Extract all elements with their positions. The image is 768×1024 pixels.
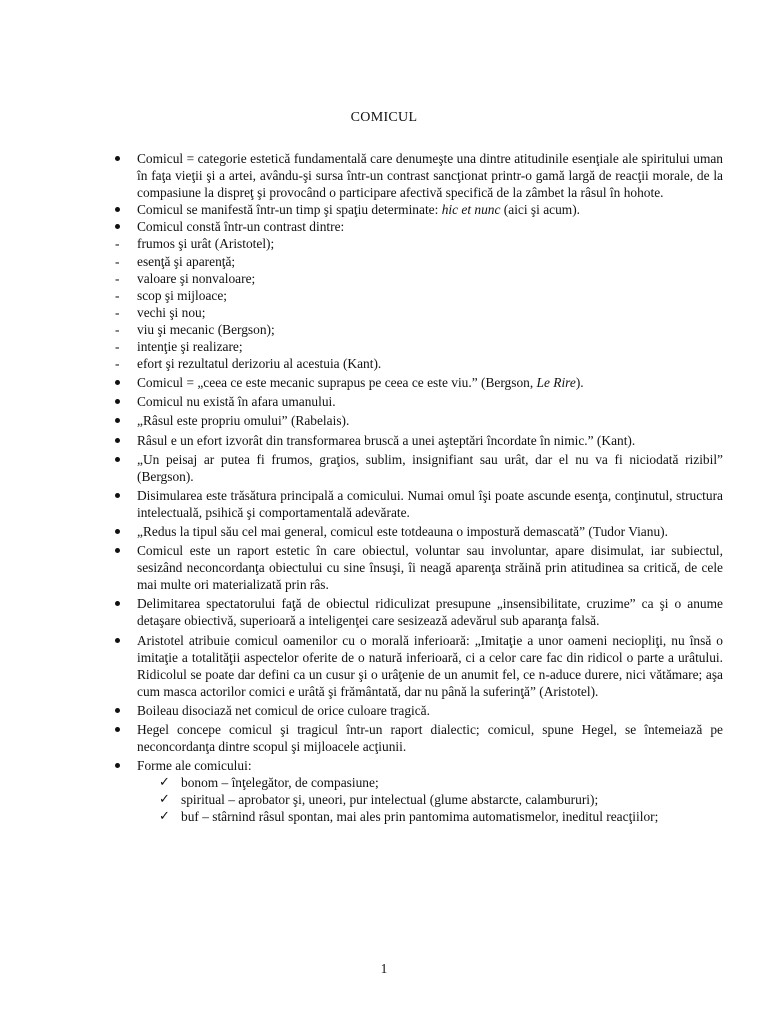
bullet-text: Disimularea este trăsătura principală a comicului. Numai omul îşi poate ascunde esenţa, conţinutul, structura intelectuală, psihică şi comportamentală adevărate. — [137, 487, 723, 520]
dash-text: esenţă şi aparenţă; — [137, 253, 236, 269]
dash-text: frumos şi urât (Aristotel); — [137, 236, 275, 252]
document-body — [113, 150, 723, 826]
italic-phrase: hic et nunc — [441, 202, 501, 218]
dash-item — [113, 270, 723, 287]
bullet-text-part: Comicul se manifestă într-un timp şi spaţiu determinate: — [137, 202, 442, 218]
dash-text: valoare şi nonvaloare; — [137, 270, 256, 286]
dash-text: viu şi mecanic (Bergson); — [137, 321, 275, 337]
bullet-item — [113, 218, 723, 235]
dash-text: efort şi rezultatul derizoriu al acestuia (Kant). — [137, 356, 382, 372]
page-number: 1 — [380, 961, 388, 976]
bullet-item — [113, 487, 723, 521]
bullet-item — [113, 542, 723, 593]
dash-text: vechi şi nou; — [137, 304, 206, 320]
dash-item — [113, 235, 723, 252]
bullet-text: Aristotel atribuie comicul oamenilor cu o morală inferioară: „Imitaţie a unor oameni neciopliţi, nu însă o imitaţie a totalităţii aspectelor oferite de o natură inferioară, ci a celor care fac din ridicol o parte a urâtului. Ridicolul se poate dar defini ca un cusur şi o urâţenie de un anumit fel, ce n-aduce durere, nici vătămare; aşa cum masca actorilor comici e urâtă şi frământată, dar nu până la suferinţă” (Aristotel). — [137, 632, 723, 699]
bullet-text: Comicul este un raport estetic în care obiectul, voluntar sau involuntar, apare disimulat, iar subiectul, sesizând neconcordanţa obiectului cu sine însuşi, îi neagă aparenţa străină prin atitudinea sa critică, de cele mai multe ori materializată prin râs. — [137, 543, 723, 593]
dash-item — [113, 253, 723, 270]
bullet-text-part: ). — [575, 375, 584, 391]
bullet-item — [113, 721, 723, 755]
bullet-item — [113, 757, 723, 774]
bullet-item — [113, 201, 723, 218]
bullet-text: „Un peisaj ar putea fi frumos, graţios, sublim, insignifiant sau urât, dar el nu va fi niciodată rizibil” (Bergson). — [137, 451, 723, 484]
bullet-item — [113, 702, 723, 719]
bullet-text: Râsul e un efort izvorât din transformarea bruscă a unei aşteptări încordate în nimic.” (Kant). — [137, 432, 636, 448]
bullet-text-part: Comicul = „ceea ce este mecanic suprapus pe ceea ce este viu.” (Bergson, — [137, 375, 537, 391]
dash-item — [113, 338, 723, 355]
check-text: spiritual – aprobator şi, uneori, pur intelectual (glume abstarcte, calambururi); — [181, 792, 599, 808]
bullet-text — [137, 374, 723, 391]
bullet-item — [113, 150, 723, 201]
bullet-text: Forme ale comicului: — [137, 758, 252, 774]
check-item — [113, 808, 723, 825]
bullet-item — [113, 432, 723, 449]
bullet-item — [113, 412, 723, 429]
bullet-text: Comicul = categorie estetică fundamentală care denumeşte una dintre atitudinile esenţiale ale spiritului uman în faţa vieţii şi a artei, avându-şi sursa într-un contrast sancţionat printr-o gamă largă de reacţii morale, de la compasiune la dispreţ şi provocând o participare afectivă specifică de la zâmbet la râsul în hohote. — [137, 151, 723, 201]
bullet-item — [113, 595, 723, 629]
check-item — [113, 774, 723, 791]
dash-item — [113, 287, 723, 304]
italic-phrase: Le Rire — [536, 375, 576, 391]
dash-item — [113, 355, 723, 372]
bullet-text: Delimitarea spectatorului faţă de obiectul ridiculizat presupune „insensibilitate, cruzime” ca şi o anume detaşare obiectivă, superioară a inteligenţei care sesizează adevărul sub aparanţa falsă. — [137, 596, 723, 629]
bullet-item — [113, 393, 723, 410]
check-text: bonom – înţelegător, de compasiune; — [181, 775, 379, 791]
check-text: buf – stârnind râsul spontan, mai ales prin pantomima automatismelor, ineditul reacţiilor; — [181, 809, 659, 825]
bullet-text: „Râsul este propriu omului” (Rabelais). — [137, 413, 350, 429]
dash-text: intenţie şi realizare; — [137, 339, 243, 355]
bullet-item — [113, 523, 723, 540]
check-item — [113, 791, 723, 808]
bullet-text: Comicul constă într-un contrast dintre: — [137, 219, 345, 235]
bullet-text: „Redus la tipul său cel mai general, comicul este totdeauna o impostură demascată” (Tudor Vianu). — [137, 523, 668, 539]
bullet-item — [113, 451, 723, 485]
bullet-text: Boileau disociază net comicul de orice culoare tragică. — [137, 702, 430, 718]
bullet-text-part: (aici şi acum). — [500, 202, 581, 218]
dash-item — [113, 304, 723, 321]
dash-text: scop şi mijloace; — [137, 287, 227, 303]
bullet-text: Hegel concepe comicul şi tragicul într-un raport dialectic; comicul, spune Hegel, se întemeiază pe neconcordanţa dintre scopul şi mijloacele acţiunii. — [137, 722, 723, 755]
dash-item — [113, 321, 723, 338]
bullet-item — [113, 632, 723, 700]
bullet-text: Comicul nu există în afara umanului. — [137, 394, 336, 410]
document-title: COMICUL — [350, 110, 418, 125]
bullet-text — [137, 201, 723, 218]
bullet-item — [113, 374, 723, 391]
